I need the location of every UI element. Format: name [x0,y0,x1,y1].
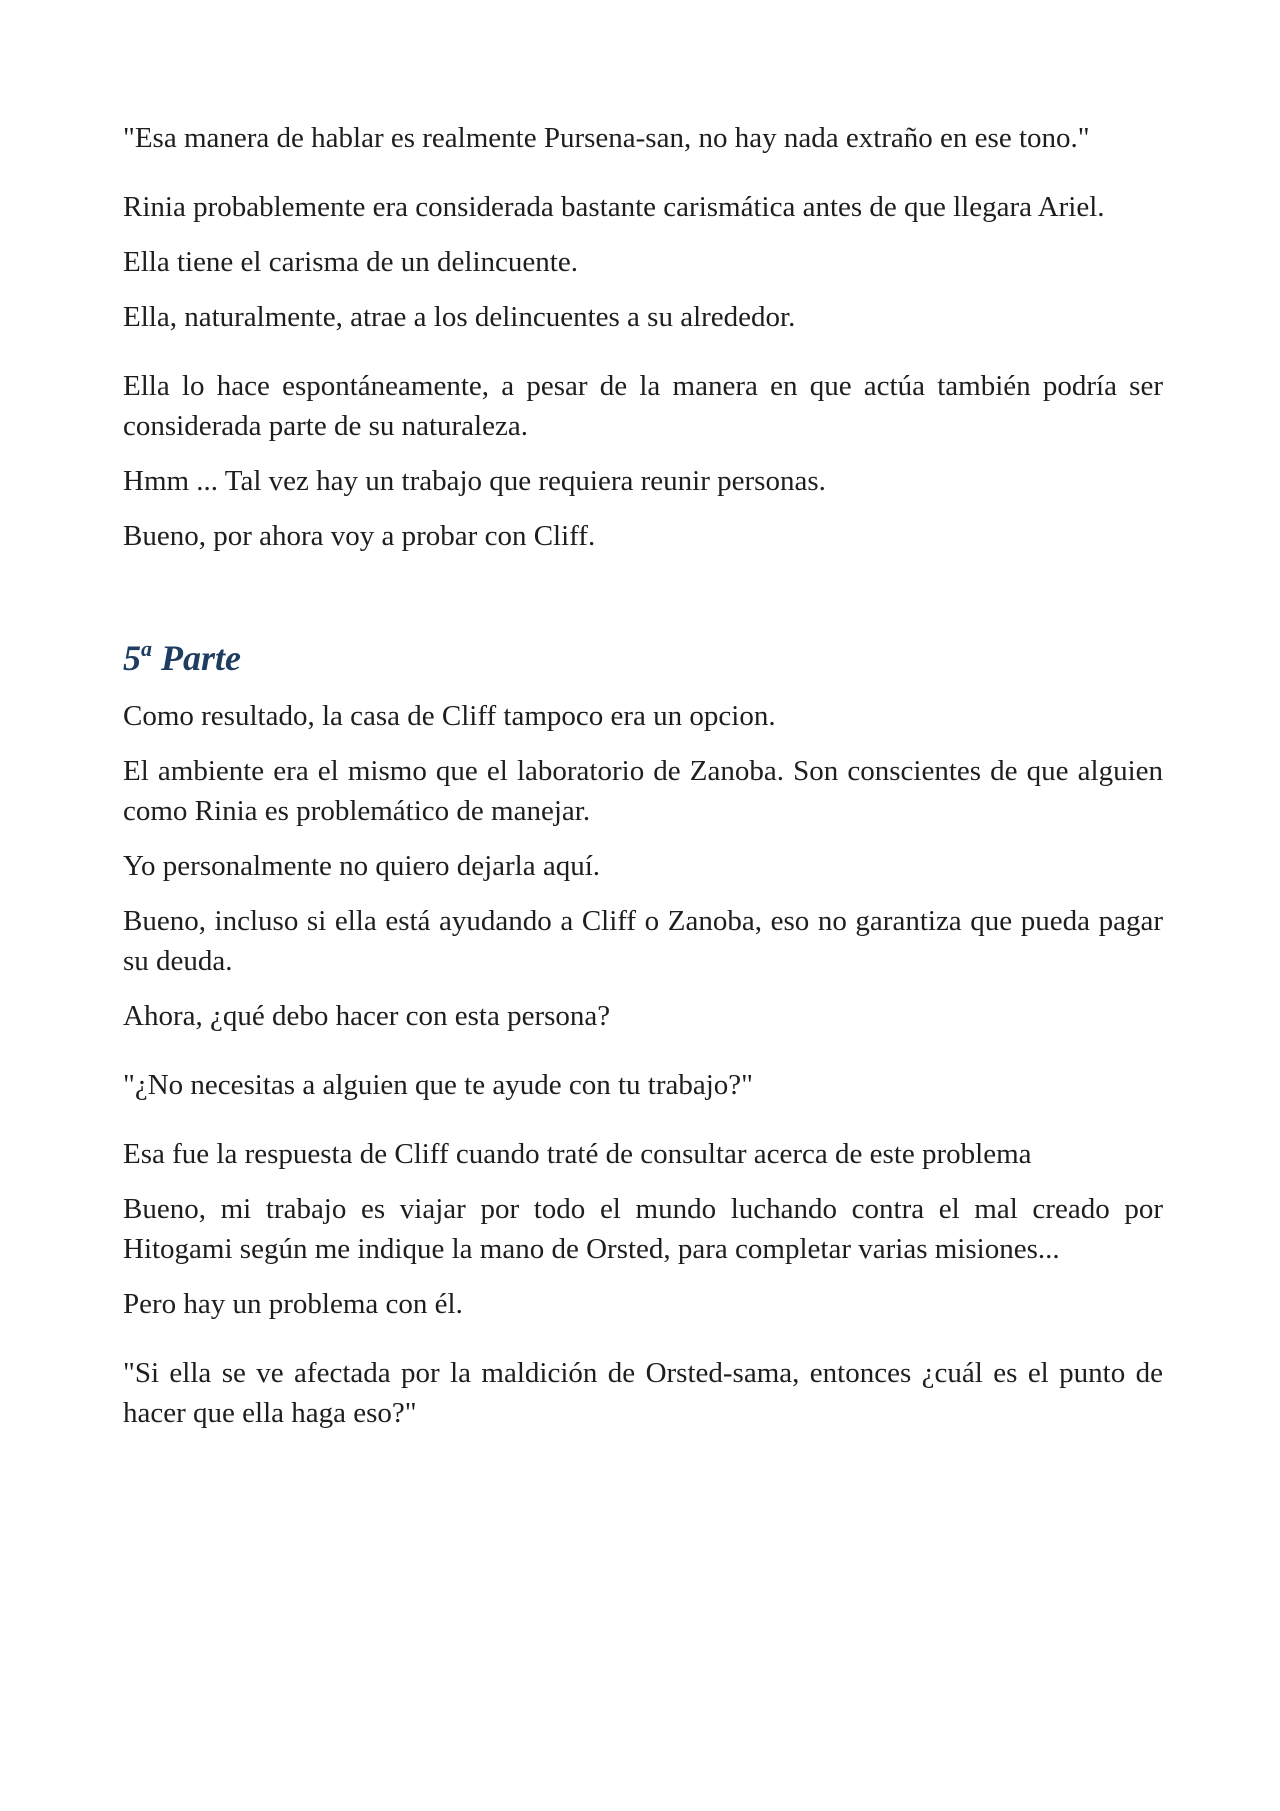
document-page [123,118,1163,1448]
paragraph: Ella, naturalmente, atrae a los delincuentes a su alrededor. [123,301,796,333]
paragraph: Rinia probablemente era considerada bastante carismática antes de que llegara Ariel. [123,191,1105,223]
section-number: 5 [123,638,141,678]
paragraph: Esa fue la respuesta de Cliff cuando traté de consultar acerca de este problema [123,1138,1032,1170]
paragraph: Yo personalmente no quiero dejarla aquí. [123,850,601,882]
section-label: Parte [161,638,241,678]
paragraph: Como resultado, la casa de Cliff tampoco era un opcion. [123,700,776,732]
paragraph: Ella lo hace espontáneamente, a pesar de la manera en que actúa también podría ser considerada parte de su naturaleza. [123,370,1163,442]
section-ordinal: a [141,636,152,661]
paragraph: "Si ella se ve afectada por la maldición de Orsted-sama, entonces ¿cuál es el punto de hacer que ella haga eso?" [123,1357,1163,1429]
paragraph: Ahora, ¿qué debo hacer con esta persona? [123,1000,611,1032]
paragraph: "Esa manera de hablar es realmente Pursena-san, no hay nada extraño en ese tono." [123,122,1090,154]
paragraph: Ella tiene el carisma de un delincuente. [123,246,578,278]
paragraph: Hmm ... Tal vez hay un trabajo que requiera reunir personas. [123,465,826,497]
paragraph: Bueno, incluso si ella está ayudando a Cliff o Zanoba, eso no garantiza que pueda pagar su deuda. [123,905,1163,977]
paragraph: Bueno, por ahora voy a probar con Cliff. [123,520,596,552]
paragraph: Bueno, mi trabajo es viajar por todo el mundo luchando contra el mal creado por Hitogami según me indique la mano de Orsted, para completar varias misiones... [123,1193,1163,1265]
paragraph: "¿No necesitas a alguien que te ayude con tu trabajo?" [123,1069,753,1101]
paragraph: Pero hay un problema con él. [123,1288,463,1320]
section-heading [123,634,1163,682]
paragraph: El ambiente era el mismo que el laboratorio de Zanoba. Son conscientes de que alguien como Rinia es problemático de manejar. [123,755,1163,827]
